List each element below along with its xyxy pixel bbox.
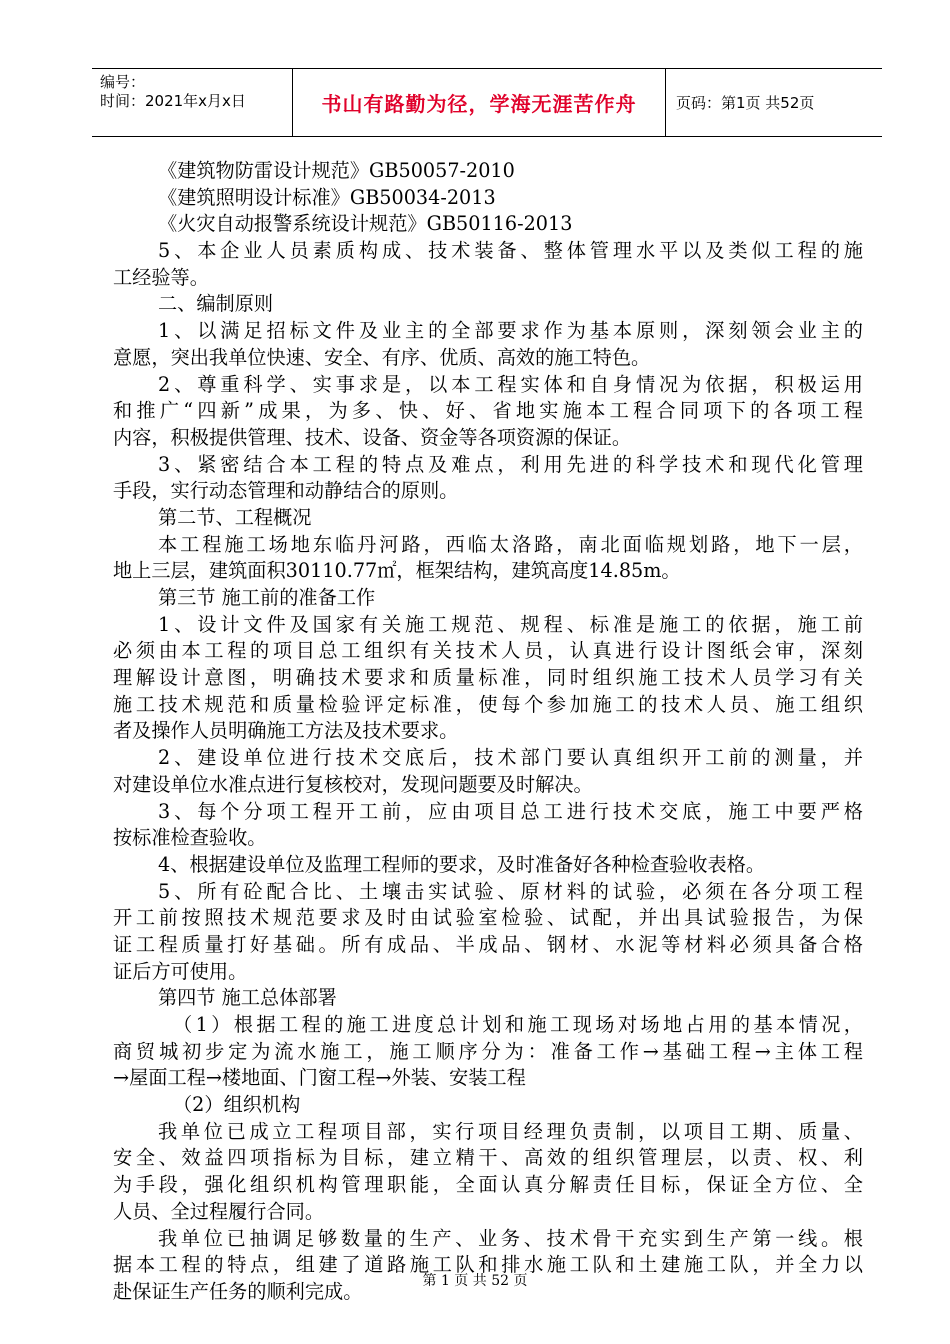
text-line: 《建筑照明设计标准》GB50034-2013	[158, 185, 496, 209]
text-line: 对建设单位水准点进行复核校对，发现问题要及时解决。	[113, 772, 593, 796]
text-line: 4、根据建设单位及监理工程师的要求，及时准备好各种检查验收表格。	[158, 852, 766, 876]
text-line: 3、每个分项工程开工前，应由项目总工进行技术交底，施工中要严格	[158, 799, 863, 823]
text-line: 证工程质量打好基础。所有成品、半成品、钢材、水泥等材料必须具备合格	[113, 932, 863, 956]
document-time-label: 时间：2021年x月x日	[100, 92, 246, 110]
text-line: 第四节 施工总体部署	[158, 986, 337, 1010]
header-motto: 书山有路勤为径，学海无涯苦作舟	[293, 69, 666, 136]
text-line: 2、建设单位进行技术交底后，技术部门要认真组织开工前的测量，并	[158, 746, 863, 770]
text-line: 手段，实行动态管理和动静结合的原则。	[113, 479, 459, 503]
text-line: 1、以满足招标文件及业主的全部要求作为基本原则，深刻领会业主的	[158, 319, 863, 343]
text-line: 证后方可使用。	[113, 959, 248, 983]
document-number-label: 编号：	[100, 73, 146, 91]
header-page-number: 页码：第1页 共52页	[676, 94, 815, 112]
text-line: 5、所有砼配合比、土壤击实试验、原材料的试验，必须在各分项工程	[158, 879, 863, 903]
text-line: 地上三层，建筑面积30110.77㎡，框架结构，建筑高度14.85m。	[113, 559, 681, 583]
page-footer: 第 1 页 共 52 页	[422, 1273, 528, 1289]
text-line: 意愿，突出我单位快速、安全、有序、优质、高效的施工特色。	[113, 345, 651, 369]
text-line: 我单位已成立工程项目部，实行项目经理负责制，以项目工期、质量、	[158, 1119, 863, 1143]
text-line: 二、编制原则	[158, 292, 274, 316]
text-line: 3、紧密结合本工程的特点及难点，利用先进的科学技术和现代化管理	[158, 452, 863, 476]
header-meta	[92, 69, 293, 136]
text-line: 第三节 施工前的准备工作	[158, 586, 376, 609]
text-line: 和推广“四新”成果，为多、快、好、省地实施本工程合同项下的各项工程	[113, 399, 863, 423]
text-line: 施工技术规范和质量检验评定标准，使每个参加施工的技术人员、施工组织	[113, 692, 863, 716]
text-line: （2）组织机构	[173, 1093, 301, 1117]
text-line: 工经验等。	[113, 265, 209, 289]
text-line: 据本工程的特点，组建了道路施工队和排水施工队和土建施工队，并全力以	[113, 1253, 863, 1277]
text-line: 必须由本工程的项目总工组织有关技术人员，认真进行设计图纸会审，深刻	[113, 639, 863, 663]
text-line: 人员、全过程履行合同。	[113, 1199, 325, 1223]
text-line: 商贸城初步定为流水施工，施工顺序分为：准备工作→基础工程→主体工程	[113, 1039, 863, 1063]
text-line: 内容，积极提供管理、技术、设备、资金等各项资源的保证。	[113, 425, 632, 449]
document-body	[113, 158, 863, 1306]
text-line: 《建筑物防雷设计规范》GB50057-2010	[158, 159, 515, 182]
text-line: 2、尊重科学、实事求是，以本工程实体和自身情况为依据，积极运用	[158, 372, 863, 396]
text-line: 本工程施工场地东临丹河路，西临太洛路，南北面临规划路，地下一层，	[158, 532, 863, 556]
text-line: 赴保证生产任务的顺利完成。	[113, 1279, 363, 1303]
text-line: （1）根据工程的施工进度总计划和施工现场对场地占用的基本情况，	[173, 1013, 863, 1036]
text-line: 第二节、工程概况	[158, 505, 312, 529]
text-line: 理解设计意图，明确技术要求和质量标准，同时组织施工技术人员学习有关	[113, 666, 863, 690]
text-line: 开工前按照技术规范要求及时由试验室检验、试配，并出具试验报告，为保	[113, 906, 863, 930]
text-line: 5、本企业人员素质构成、技术装备、整体管理水平以及类似工程的施	[158, 239, 863, 263]
text-line: 者及操作人员明确施工方法及技术要求。	[113, 719, 459, 743]
text-line: →屋面工程→楼地面、门窗工程→外装、安装工程	[113, 1066, 526, 1090]
text-line: 《火灾自动报警系统设计规范》GB50116-2013	[158, 212, 573, 236]
text-line: 按标准检查验收。	[113, 826, 267, 850]
text-line: 安全、效益四项指标为目标，建立精干、高效的组织管理层，以责、权、利	[113, 1146, 863, 1170]
text-line: 为手段，强化组织机构管理职能，全面认真分解责任目标，保证全方位、全	[113, 1173, 863, 1197]
page-header	[92, 68, 882, 137]
text-line: 我单位已抽调足够数量的生产、业务、技术骨干充实到生产第一线。根	[158, 1226, 863, 1250]
text-line: 1、设计文件及国家有关施工规范、规程、标准是施工的依据，施工前	[158, 612, 863, 636]
